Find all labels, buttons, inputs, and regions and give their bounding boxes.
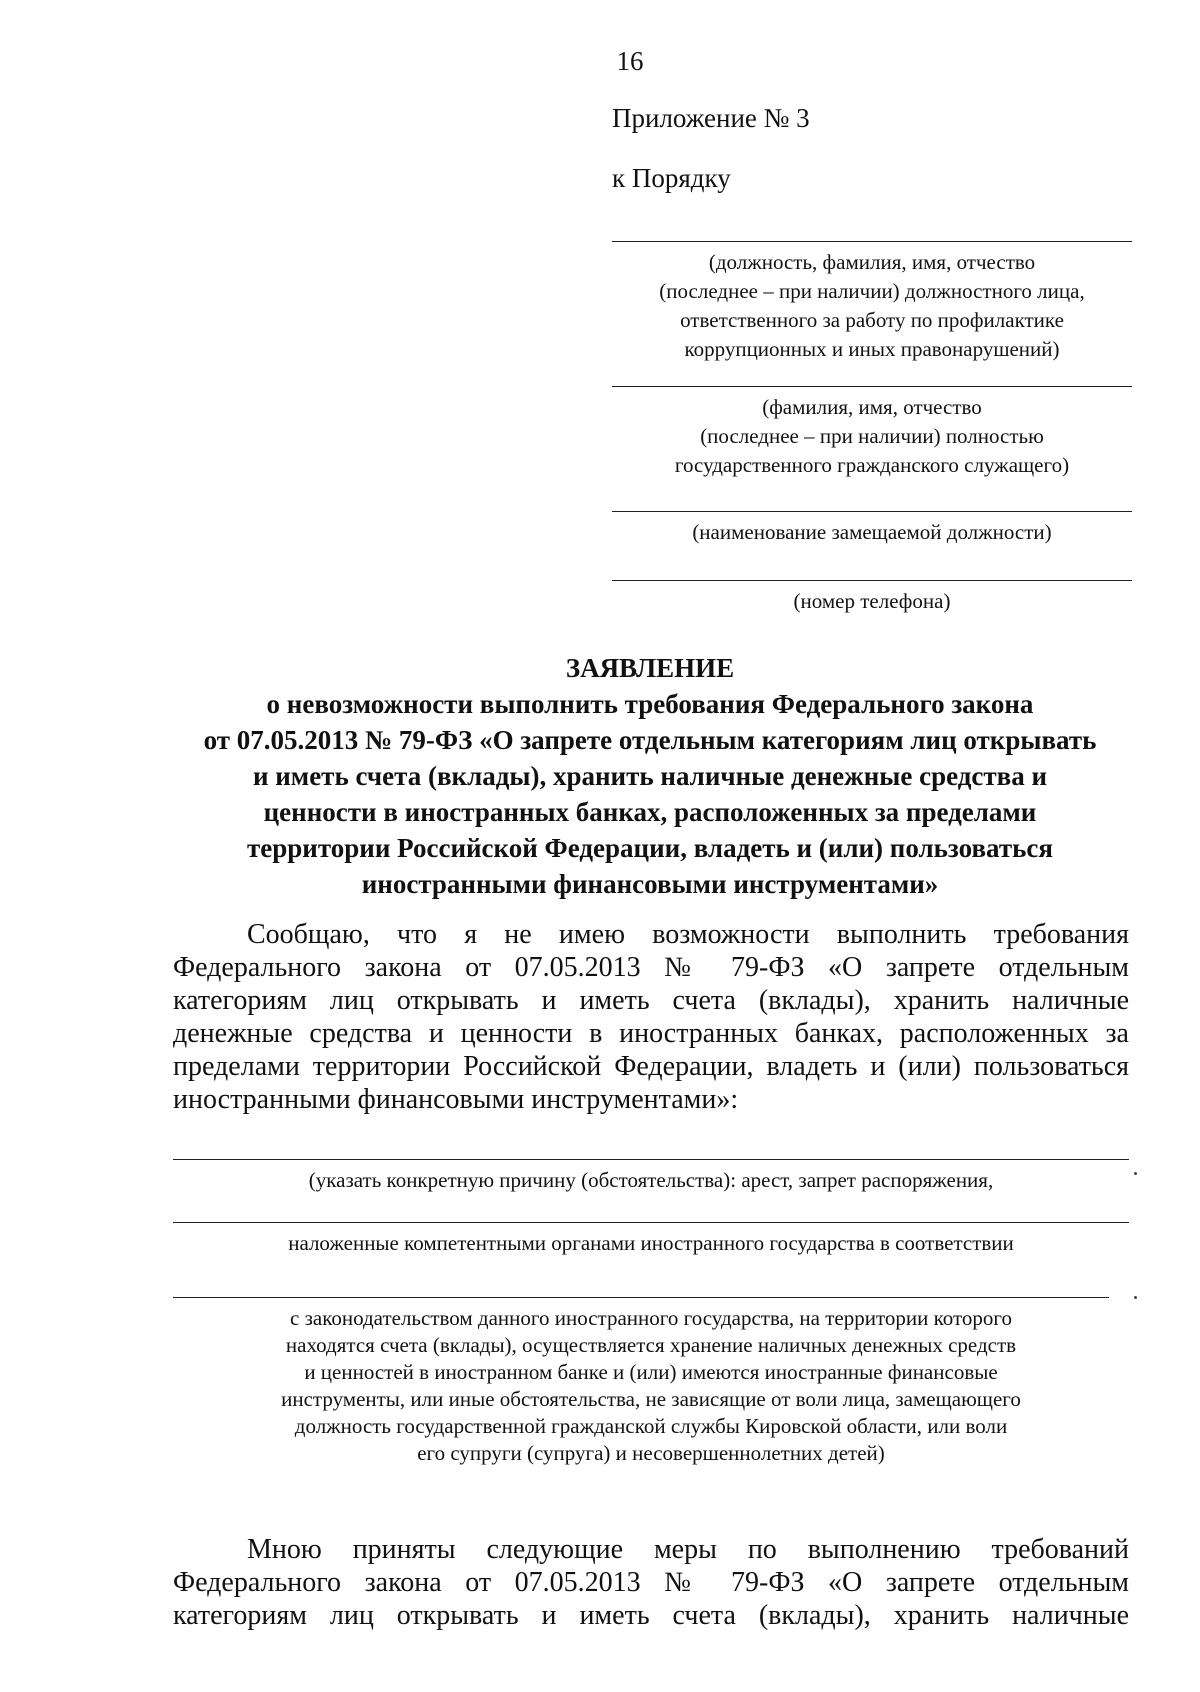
paragraph-line: Федерального закона от 07.05.2013 № 79-ФЗ «О запрете отдельным [173,952,1129,983]
reason-line [173,1297,1109,1298]
title-line: территории Российской Федерации, владеть и (или) пользоваться [247,833,1053,863]
appendix-subtitle: к Порядку [612,163,731,193]
reason-field-2 [173,1222,1129,1257]
caption-line: (фамилия, имя, отчество [762,395,982,419]
official-name-line [612,241,1132,242]
servant-name-line [612,386,1132,387]
caption-line: (последнее – при наличии) должностного лица, [659,279,1085,303]
caption-line: его супруги (супруга) и несовершеннолетних детей) [417,1441,885,1465]
servant-name-caption [612,393,1132,480]
official-name-field [612,241,1132,364]
caption-line: (последнее – при наличии) полностью [700,424,1044,448]
official-name-caption [612,248,1132,364]
paragraph-line: Федерального закона от 07.05.2013 № 79-ФЗ «О запрете отдельным [173,1567,1129,1598]
caption-line: (должность, фамилия, имя, отчество [708,250,1036,274]
paragraph-line: денежные средства и ценности в иностранных банках, расположенных за [173,1018,1129,1049]
title-line: и иметь счета (вклады), хранить наличные денежные средства и [252,761,1048,791]
phone-caption [612,587,1132,616]
caption-line: ответственного за работу по профилактике [680,308,1064,332]
caption-line: коррупционных и иных правонарушений) [684,337,1060,361]
document-title [150,650,1150,902]
phone-line [612,580,1132,581]
paragraph-line: иностранными финансовыми инструментами»: [173,1084,739,1115]
paragraph-line: категориям лиц открывать и иметь счета (вклады), хранить наличные [173,1600,1129,1631]
position-caption [612,518,1132,547]
paragraph-line: пределами территории Российской Федерации, владеть и (или) пользоваться [173,1051,1129,1082]
title-line: иностранными финансовыми инструментами» [361,869,939,899]
reason-caption [173,1230,1129,1257]
caption-line: должность государственной гражданской службы Кировской области, или воли [294,1414,1008,1438]
servant-name-field [612,386,1132,480]
caption-line: государственного гражданского служащего) [674,453,1070,477]
statement-paragraph [173,918,1129,1116]
caption-line: находятся счета (вклады), осуществляется хранение наличных денежных средств [285,1333,1017,1357]
position-field [612,511,1132,547]
scan-mark [1134,1296,1137,1299]
reason-caption [173,1305,1129,1467]
title-line: от 07.05.2013 № 79-ФЗ «О запрете отдельным категориям лиц открывать [203,725,1097,755]
reason-field-3 [173,1297,1109,1467]
measures-paragraph [173,1533,1129,1632]
title-line: о невозможности выполнить требования Федерального закона [266,689,1034,719]
reason-field-1 [173,1159,1129,1194]
appendix-title: Приложение № 3 [612,103,810,133]
reason-line [173,1159,1129,1160]
phone-field [612,580,1132,616]
document-heading: ЗАЯВЛЕНИЕ [565,653,735,683]
caption-line: наложенные компетентными органами иностранного государства в соответствии [288,1231,1014,1255]
position-line [612,511,1132,512]
paragraph-line: категориям лиц открывать и иметь счета (вклады), хранить наличные [173,985,1129,1016]
caption-line: (номер телефона) [793,589,951,613]
reason-caption [173,1167,1129,1194]
caption-line: с законодательством данного иностранного государства, на территории которого [290,1306,1012,1330]
caption-line: и ценностей в иностранном банке и (или) имеются иностранные финансовые [304,1360,998,1384]
caption-line: (указать конкретную причину (обстоятельства): арест, запрет распоряжения, [308,1168,994,1192]
paragraph-line: Мною приняты следующие меры по выполнению требований [247,1534,1129,1565]
scan-mark [1134,1172,1137,1175]
page-number: 16 [616,46,644,76]
caption-line: (наименование замещаемой должности) [692,520,1052,544]
title-line: ценности в иностранных банках, расположенных за пределами [263,797,1037,827]
caption-line: инструменты, или иные обстоятельства, не зависящие от воли лица, замещающего [281,1387,1021,1411]
paragraph-line: Сообщаю, что я не имею возможности выполнить требования [247,919,1129,950]
reason-line [173,1222,1129,1223]
